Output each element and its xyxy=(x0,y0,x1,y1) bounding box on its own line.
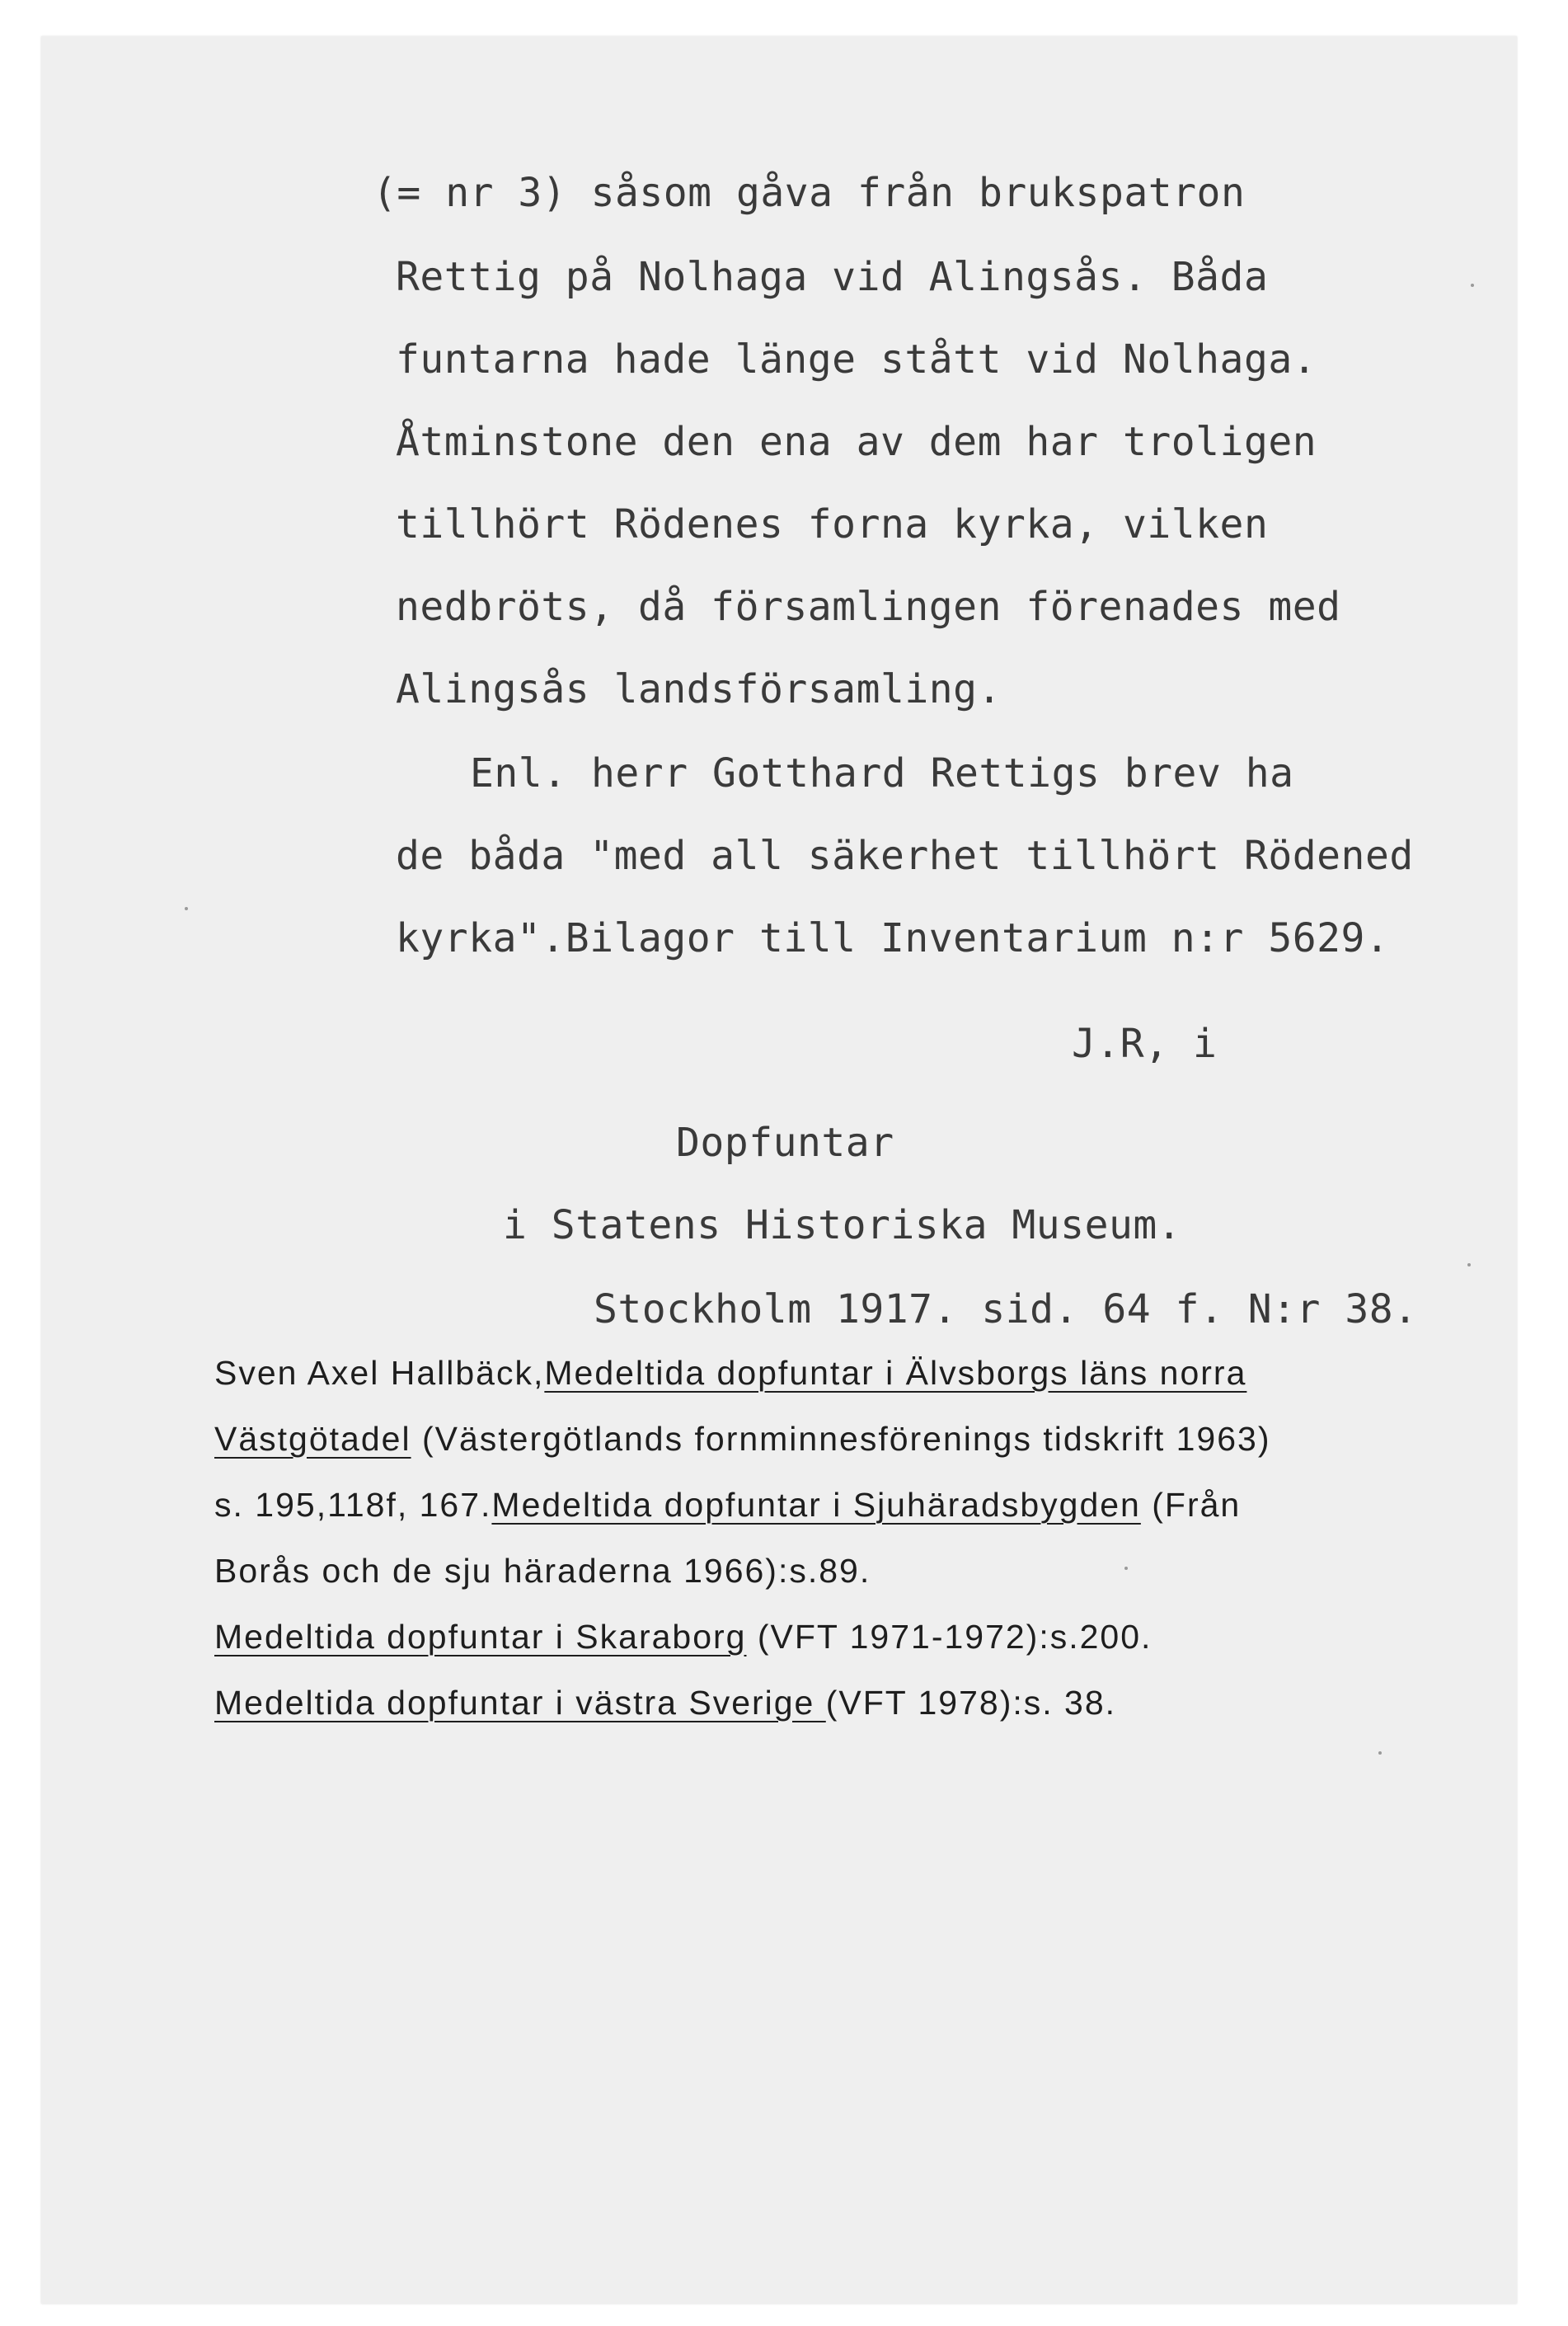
document-page xyxy=(41,36,1517,2304)
typed-line-9: de båda "med all säkerhet tillhört Rödened xyxy=(396,833,1414,879)
bibliography-line-1 xyxy=(214,1352,1566,1393)
paper-speck xyxy=(185,907,188,910)
typed-line-6: nedbröts, då församlingen förenades med xyxy=(396,584,1341,630)
bib-title-alvsborg: Medeltida dopfuntar i Älvsborgs läns norra xyxy=(544,1354,1247,1392)
bibliography-line-6 xyxy=(214,1682,1566,1723)
typed-line-1: (= nr 3) såsom gåva från brukspatron xyxy=(373,170,1246,216)
initials: J.R, i xyxy=(1072,1021,1218,1067)
bibliography-line-5 xyxy=(214,1616,1566,1657)
typed-line-4: Åtminstone den ena av dem har troligen xyxy=(396,419,1317,465)
bibliography-line-3 xyxy=(214,1484,1566,1525)
bib-title-skaraborg: Medeltida dopfuntar i Skaraborg xyxy=(214,1618,747,1656)
bib-title-alvsborg-end: Västgötadel xyxy=(214,1420,411,1458)
bib-pages: s. 195,118f, 167. xyxy=(214,1486,492,1524)
reference-subtitle: i Statens Historiska Museum. xyxy=(503,1202,1182,1248)
bib-journal: (Västergötlands fornminnesförenings tidskrift 1963) xyxy=(411,1420,1271,1458)
paper-speck xyxy=(1471,284,1474,287)
bib-title-vastra: Medeltida dopfuntar i västra Sverige xyxy=(214,1684,826,1722)
typed-line-8: Enl. herr Gotthard Rettigs brev ha xyxy=(470,750,1294,796)
bib-source-start: (Från xyxy=(1140,1486,1242,1524)
bib-source-skaraborg: (VFT 1971-1972):s.200. xyxy=(746,1618,1153,1656)
bib-title-sjuharad: Medeltida dopfuntar i Sjuhäradsbygden xyxy=(491,1486,1141,1524)
reference-title: Dopfuntar xyxy=(676,1120,894,1166)
typed-line-7: Alingsås landsförsamling. xyxy=(396,666,1002,712)
bib-author: Sven Axel Hallbäck, xyxy=(214,1354,545,1392)
paper-speck xyxy=(1467,1263,1471,1266)
typed-line-2: Rettig på Nolhaga vid Alingsås. Båda xyxy=(396,254,1269,300)
bibliography-line-2 xyxy=(214,1418,1566,1459)
typed-line-3: funtarna hade länge stått vid Nolhaga. xyxy=(396,336,1317,383)
bibliography-line-4: Borås och de sju häraderna 1966):s.89. xyxy=(214,1552,871,1590)
bib-source-vastra: (VFT 1978):s. 38. xyxy=(825,1684,1117,1722)
reference-place-line: Stockholm 1917. sid. 64 f. N:r 38. xyxy=(594,1286,1418,1332)
typed-line-10: kyrka".Bilagor till Inventarium n:r 5629. xyxy=(396,915,1390,961)
typed-line-5: tillhört Rödenes forna kyrka, vilken xyxy=(396,501,1269,547)
paper-speck xyxy=(1378,1751,1382,1755)
